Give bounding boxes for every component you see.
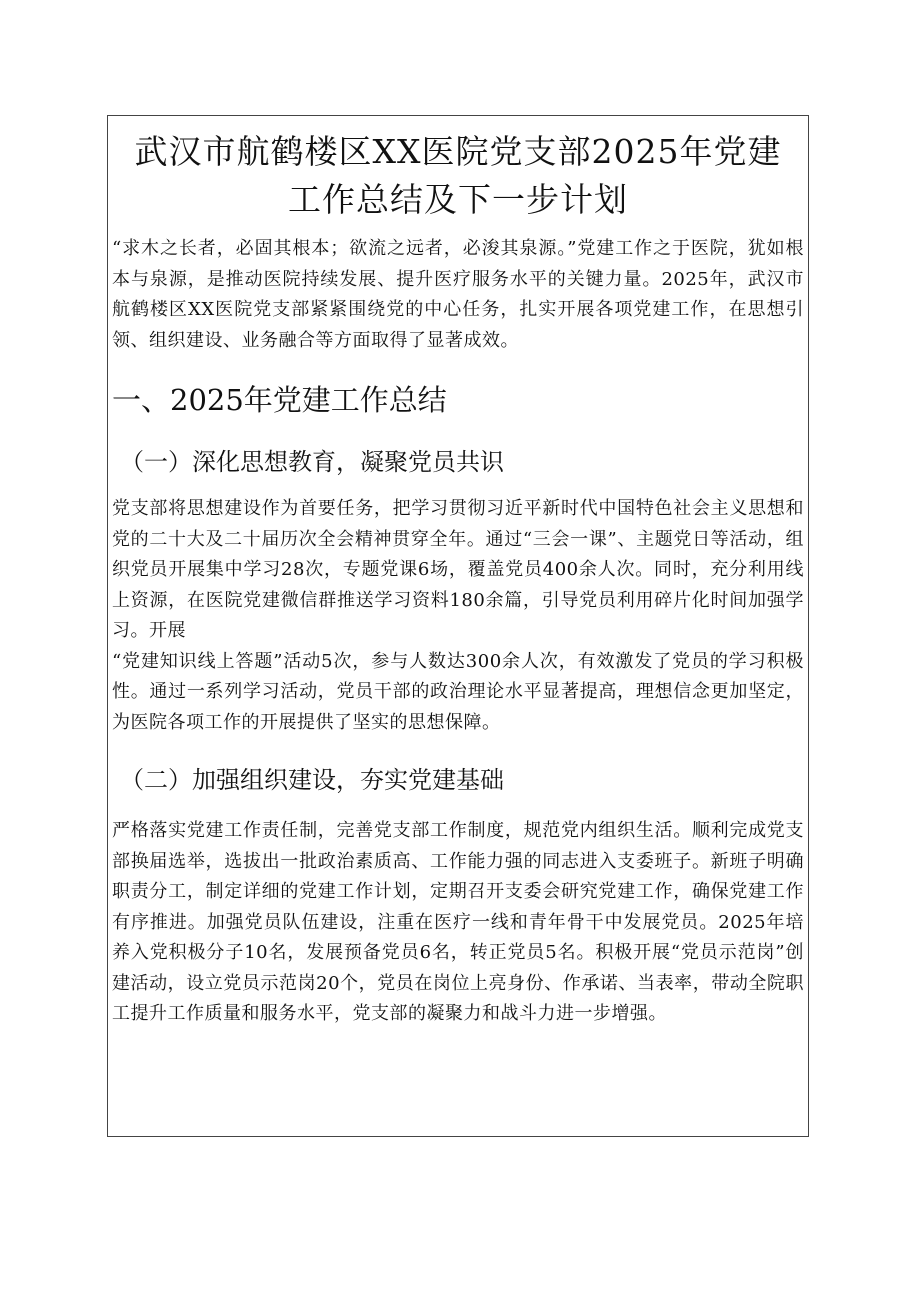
subsection-2-paragraph: 严格落实党建工作责任制，完善党支部工作制度，规范党内组织生活。顺利完成党支部换届选举，选拔出一批政治素质高、工作能力强的同志进入支委班子。新班子明确职责分工，制定详细的党建工作计划，定期召开支委会研究党建工作，确保党建工作有序推进。加强党员队伍建设，注重在医疗一线和青年骨干中发展党员。2025年培养入党积极分子10名，发展预备党员6名，转正党员5名。积极开展“党员示范岗”创建活动，设立党员示范岗20个，党员在岗位上亮身份、作承诺、当表率，带动全院职工提升工作质量和服务水平，党支部的凝聚力和战斗力进一步增强。 <box>112 820 804 1024</box>
section-1-heading: 一、2025年党建工作总结 <box>112 383 447 417</box>
subsection-1-paragraph-b: “党建知识线上答题”活动5次，参与人数达300余人次，有效激发了党员的学习积极性。通过一系列学习活动，党员干部的政治理论水平显著提高，理想信念更加坚定，为医院各项工作的开展提供了坚实的思想保障。 <box>112 650 804 733</box>
title-line-1: 武汉市航鹤楼区XX医院党支部2025年党建 <box>134 132 782 171</box>
intro-paragraph: “求木之长者，必固其根本；欲流之远者，必浚其泉源。”党建工作之于医院，犹如根本与泉源，是推动医院持续发展、提升医疗服务水平的关键力量。2025年，武汉市航鹤楼区XX医院党支部紧紧围绕党的中心任务，扎实开展各项党建工作，在思想引领、组织建设、业务融合等方面取得了显著成效。 <box>112 238 804 351</box>
document-title <box>108 128 808 224</box>
subsection-2-heading: （二）加强组织建设，夯实党建基础 <box>120 766 504 794</box>
document-page <box>107 115 809 1137</box>
title-line-2: 工作总结及下一步计划 <box>288 180 628 219</box>
subsection-1-heading: （一）深化思想教育，凝聚党员共识 <box>120 448 504 476</box>
subsection-1-paragraph-a: 党支部将思想建设作为首要任务，把学习贯彻习近平新时代中国特色社会主义思想和党的二十大及二十届历次全会精神贯穿全年。通过“三会一课”、主题党日等活动，组织党员开展集中学习28次，专题党课6场，覆盖党员400余人次。同时，充分利用线上资源，在医院党建微信群推送学习资料180余篇，引导党员利用碎片化时间加强学习。开展 <box>112 498 804 641</box>
